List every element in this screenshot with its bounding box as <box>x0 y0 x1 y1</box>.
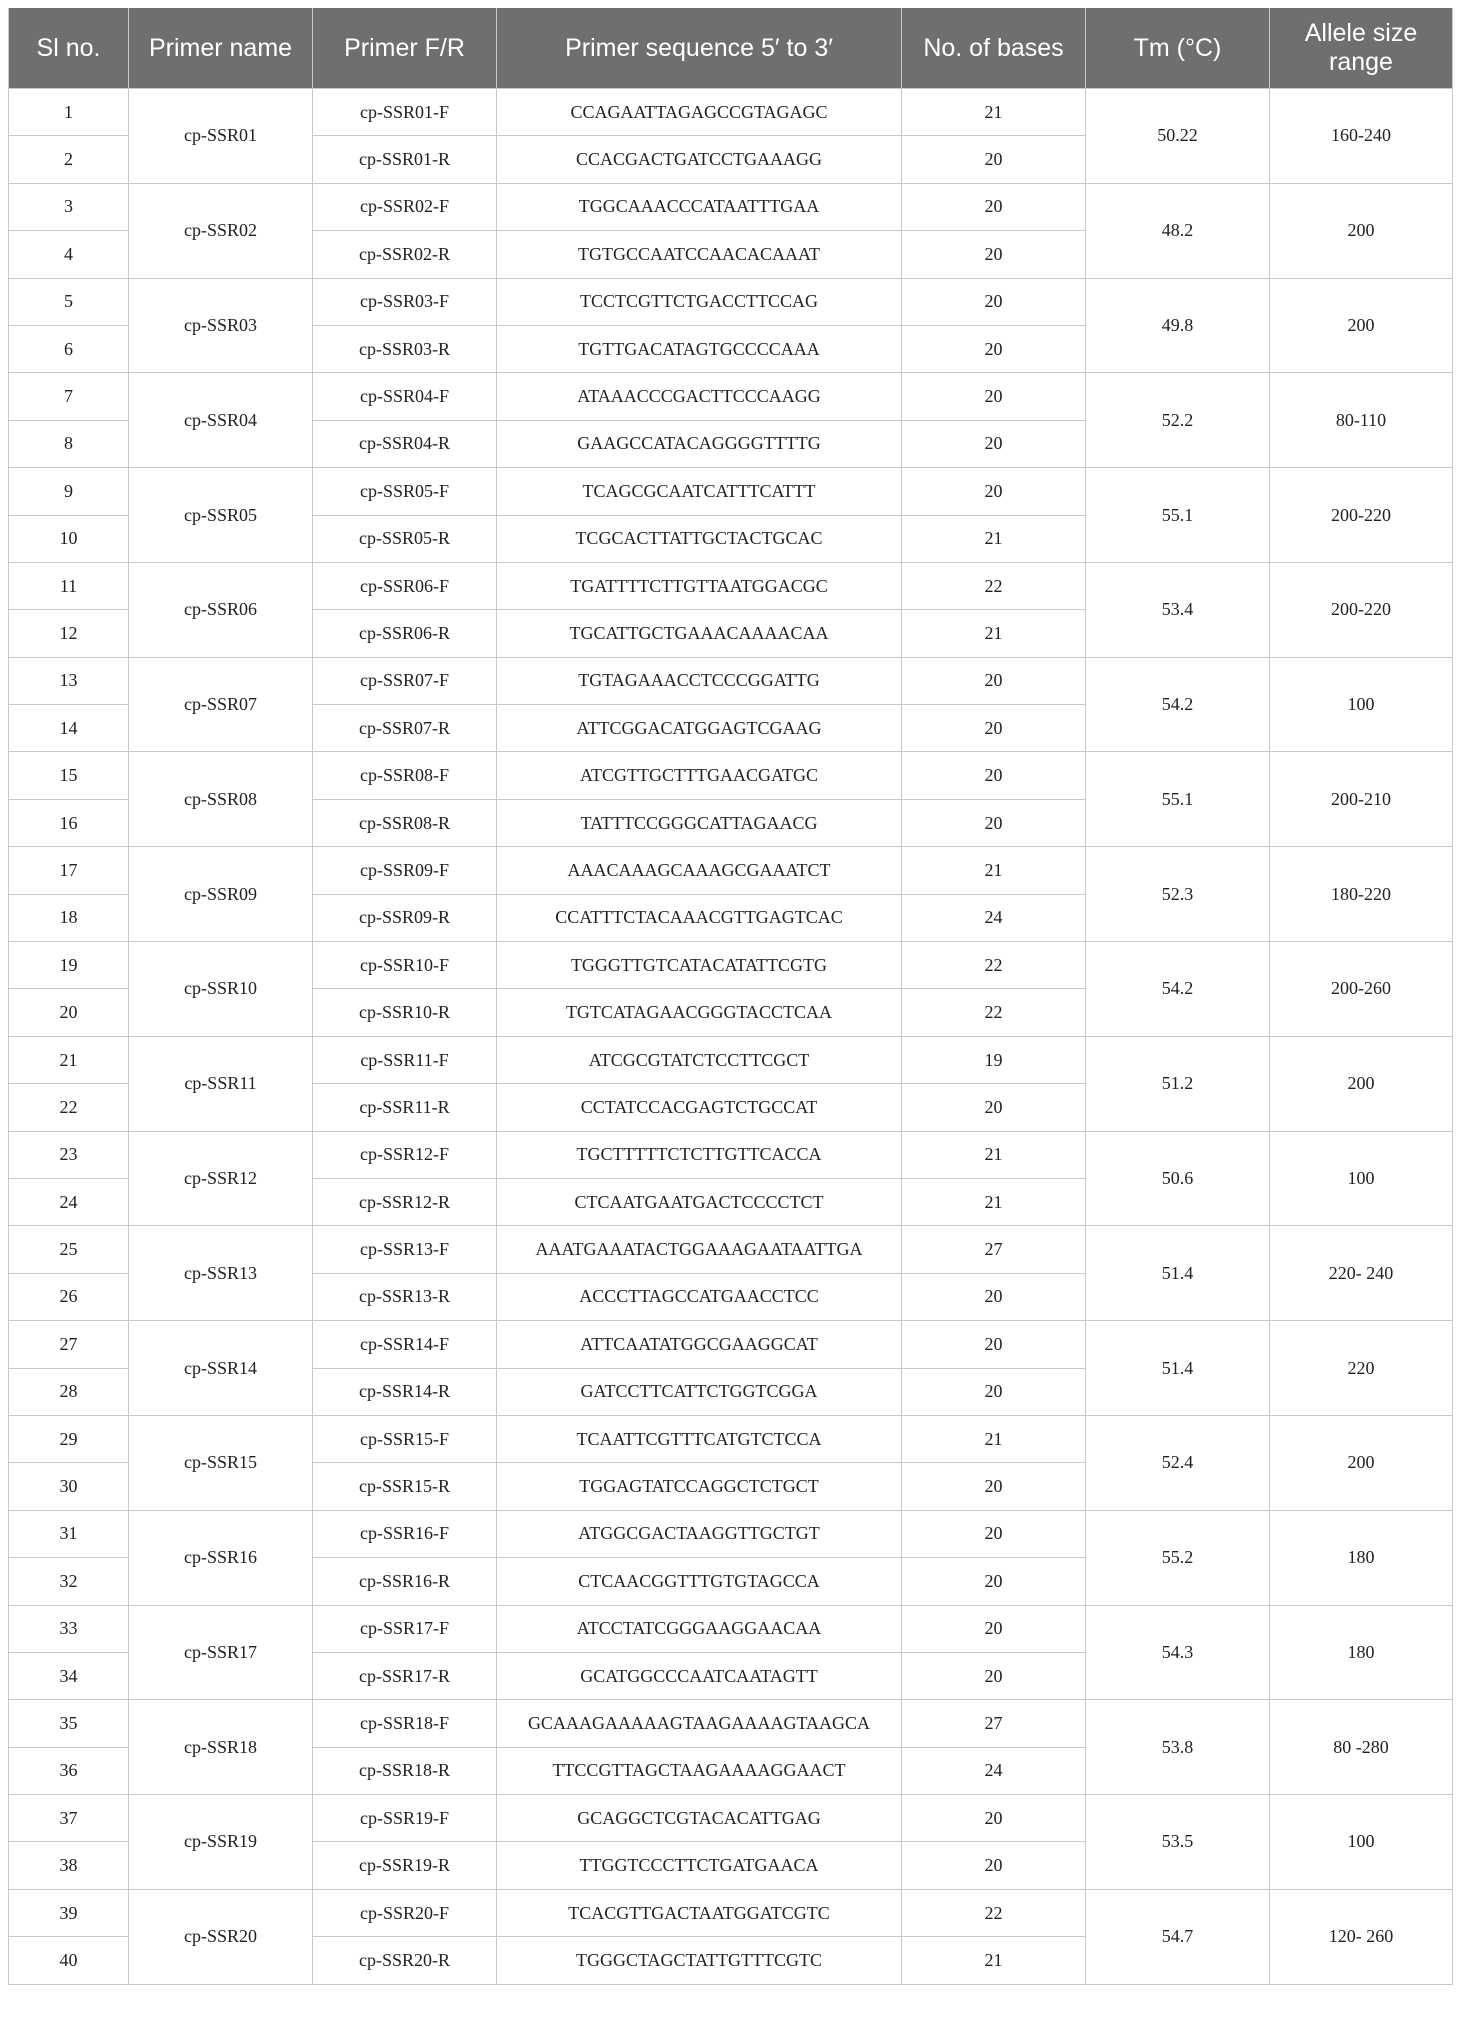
sl-no-cell: 24 <box>9 1178 129 1225</box>
bases-cell: 20 <box>902 705 1086 752</box>
header-no-of-bases: No. of bases <box>902 8 1086 89</box>
primer-fr-cell: cp-SSR15-F <box>313 1415 497 1462</box>
primer-sequence-cell: CTCAATGAATGACTCCCCTCT <box>497 1178 902 1225</box>
tm-cell: 50.22 <box>1086 89 1270 184</box>
bases-cell: 20 <box>902 657 1086 704</box>
bases-cell: 20 <box>902 1084 1086 1131</box>
primer-fr-cell: cp-SSR11-R <box>313 1084 497 1131</box>
sl-no-cell: 2 <box>9 136 129 183</box>
table-row <box>9 1131 1453 1178</box>
primer-fr-cell: cp-SSR16-F <box>313 1510 497 1557</box>
tm-cell: 52.2 <box>1086 373 1270 468</box>
bases-cell: 21 <box>902 1178 1086 1225</box>
table-container <box>8 8 1452 1985</box>
primer-sequence-cell: CCACGACTGATCCTGAAAGG <box>497 136 902 183</box>
header-primer-fr: Primer F/R <box>313 8 497 89</box>
primer-sequence-cell: ATAAACCCGACTTCCCAAGG <box>497 373 902 420</box>
table-row <box>9 1321 1453 1368</box>
sl-no-cell: 4 <box>9 231 129 278</box>
primer-fr-cell: cp-SSR05-R <box>313 515 497 562</box>
primer-sequence-cell: ATTCAATATGGCGAAGGCAT <box>497 1321 902 1368</box>
sl-no-cell: 18 <box>9 894 129 941</box>
tm-cell: 51.4 <box>1086 1321 1270 1416</box>
table-row <box>9 1036 1453 1083</box>
tm-cell: 54.7 <box>1086 1889 1270 1984</box>
table-row <box>9 752 1453 799</box>
primer-fr-cell: cp-SSR14-R <box>313 1368 497 1415</box>
header-tm: Tm (°C) <box>1086 8 1270 89</box>
primer-name-cell: cp-SSR03 <box>129 278 313 373</box>
primer-sequence-cell: TCACGTTGACTAATGGATCGTC <box>497 1889 902 1936</box>
bases-cell: 27 <box>902 1226 1086 1273</box>
allele-size-cell: 180-220 <box>1270 847 1453 942</box>
bases-cell: 21 <box>902 1937 1086 1984</box>
primer-fr-cell: cp-SSR10-R <box>313 989 497 1036</box>
bases-cell: 21 <box>902 89 1086 136</box>
allele-size-cell: 200 <box>1270 183 1453 278</box>
sl-no-cell: 21 <box>9 1036 129 1083</box>
sl-no-cell: 28 <box>9 1368 129 1415</box>
primer-sequence-cell: TGGCAAACCCATAATTTGAA <box>497 183 902 230</box>
primer-fr-cell: cp-SSR08-F <box>313 752 497 799</box>
allele-size-cell: 200 <box>1270 1415 1453 1510</box>
table-row <box>9 89 1453 136</box>
bases-cell: 21 <box>902 610 1086 657</box>
sl-no-cell: 9 <box>9 468 129 515</box>
bases-cell: 20 <box>902 136 1086 183</box>
primer-name-cell: cp-SSR14 <box>129 1321 313 1416</box>
table-row <box>9 847 1453 894</box>
primer-name-cell: cp-SSR13 <box>129 1226 313 1321</box>
primer-fr-cell: cp-SSR02-F <box>313 183 497 230</box>
tm-cell: 53.5 <box>1086 1795 1270 1890</box>
bases-cell: 22 <box>902 989 1086 1036</box>
sl-no-cell: 32 <box>9 1558 129 1605</box>
allele-size-cell: 200 <box>1270 278 1453 373</box>
sl-no-cell: 13 <box>9 657 129 704</box>
primer-sequence-cell: CCAGAATTAGAGCCGTAGAGC <box>497 89 902 136</box>
bases-cell: 20 <box>902 325 1086 372</box>
primer-sequence-cell: TTCCGTTAGCTAAGAAAAGGAACT <box>497 1747 902 1794</box>
sl-no-cell: 23 <box>9 1131 129 1178</box>
tm-cell: 55.1 <box>1086 468 1270 563</box>
bases-cell: 19 <box>902 1036 1086 1083</box>
primer-sequence-cell: TGCATTGCTGAAACAAAACAA <box>497 610 902 657</box>
primer-sequence-cell: ATTCGGACATGGAGTCGAAG <box>497 705 902 752</box>
primer-name-cell: cp-SSR10 <box>129 942 313 1037</box>
table-row <box>9 183 1453 230</box>
primer-sequence-cell: TGGGTTGTCATACATATTCGTG <box>497 942 902 989</box>
primer-sequence-cell: TGTCATAGAACGGGTACCTCAA <box>497 989 902 1036</box>
primer-name-cell: cp-SSR08 <box>129 752 313 847</box>
primer-name-cell: cp-SSR15 <box>129 1415 313 1510</box>
primer-fr-cell: cp-SSR06-R <box>313 610 497 657</box>
sl-no-cell: 37 <box>9 1795 129 1842</box>
table-row <box>9 1415 1453 1462</box>
allele-size-cell: 180 <box>1270 1605 1453 1700</box>
primer-fr-cell: cp-SSR01-F <box>313 89 497 136</box>
primer-name-cell: cp-SSR19 <box>129 1795 313 1890</box>
tm-cell: 53.8 <box>1086 1700 1270 1795</box>
primer-name-cell: cp-SSR20 <box>129 1889 313 1984</box>
primer-fr-cell: cp-SSR19-F <box>313 1795 497 1842</box>
bases-cell: 20 <box>902 1321 1086 1368</box>
bases-cell: 20 <box>902 1795 1086 1842</box>
allele-size-cell: 120- 260 <box>1270 1889 1453 1984</box>
sl-no-cell: 3 <box>9 183 129 230</box>
sl-no-cell: 35 <box>9 1700 129 1747</box>
primer-fr-cell: cp-SSR03-R <box>313 325 497 372</box>
primer-fr-cell: cp-SSR07-F <box>313 657 497 704</box>
primer-fr-cell: cp-SSR18-R <box>313 1747 497 1794</box>
primer-table <box>8 8 1453 1985</box>
tm-cell: 53.4 <box>1086 562 1270 657</box>
allele-size-cell: 200-260 <box>1270 942 1453 1037</box>
bases-cell: 20 <box>902 183 1086 230</box>
sl-no-cell: 30 <box>9 1463 129 1510</box>
sl-no-cell: 10 <box>9 515 129 562</box>
primer-sequence-cell: ATCCTATCGGGAAGGAACAA <box>497 1605 902 1652</box>
primer-sequence-cell: TGGGCTAGCTATTGTTTCGTC <box>497 1937 902 1984</box>
sl-no-cell: 25 <box>9 1226 129 1273</box>
sl-no-cell: 40 <box>9 1937 129 1984</box>
sl-no-cell: 26 <box>9 1273 129 1320</box>
primer-sequence-cell: ATGGCGACTAAGGTTGCTGT <box>497 1510 902 1557</box>
allele-size-cell: 200-220 <box>1270 562 1453 657</box>
primer-fr-cell: cp-SSR14-F <box>313 1321 497 1368</box>
sl-no-cell: 31 <box>9 1510 129 1557</box>
primer-sequence-cell: GCAGGCTCGTACACATTGAG <box>497 1795 902 1842</box>
sl-no-cell: 20 <box>9 989 129 1036</box>
primer-fr-cell: cp-SSR20-R <box>313 1937 497 1984</box>
sl-no-cell: 33 <box>9 1605 129 1652</box>
tm-cell: 55.1 <box>1086 752 1270 847</box>
bases-cell: 20 <box>902 373 1086 420</box>
primer-fr-cell: cp-SSR05-F <box>313 468 497 515</box>
bases-cell: 20 <box>902 752 1086 799</box>
primer-name-cell: cp-SSR06 <box>129 562 313 657</box>
bases-cell: 20 <box>902 1652 1086 1699</box>
primer-name-cell: cp-SSR01 <box>129 89 313 184</box>
bases-cell: 20 <box>902 278 1086 325</box>
primer-fr-cell: cp-SSR13-F <box>313 1226 497 1273</box>
primer-fr-cell: cp-SSR08-R <box>313 799 497 846</box>
header-primer-name: Primer name <box>129 8 313 89</box>
allele-size-cell: 160-240 <box>1270 89 1453 184</box>
tm-cell: 51.4 <box>1086 1226 1270 1321</box>
table-row <box>9 1226 1453 1273</box>
primer-sequence-cell: TGTAGAAACCTCCCGGATTG <box>497 657 902 704</box>
table-row <box>9 1889 1453 1936</box>
bases-cell: 20 <box>902 1605 1086 1652</box>
sl-no-cell: 1 <box>9 89 129 136</box>
allele-size-cell: 100 <box>1270 657 1453 752</box>
sl-no-cell: 14 <box>9 705 129 752</box>
primer-fr-cell: cp-SSR18-F <box>313 1700 497 1747</box>
primer-sequence-cell: GCATGGCCCAATCAATAGTT <box>497 1652 902 1699</box>
primer-fr-cell: cp-SSR06-F <box>313 562 497 609</box>
primer-fr-cell: cp-SSR10-F <box>313 942 497 989</box>
allele-size-cell: 220- 240 <box>1270 1226 1453 1321</box>
header-allele-size-range: Allele size range <box>1270 8 1453 89</box>
primer-name-cell: cp-SSR11 <box>129 1036 313 1131</box>
primer-fr-cell: cp-SSR03-F <box>313 278 497 325</box>
primer-name-cell: cp-SSR16 <box>129 1510 313 1605</box>
primer-fr-cell: cp-SSR09-R <box>313 894 497 941</box>
primer-sequence-cell: TCAATTCGTTTCATGTCTCCA <box>497 1415 902 1462</box>
allele-size-cell: 80 -280 <box>1270 1700 1453 1795</box>
sl-no-cell: 12 <box>9 610 129 657</box>
sl-no-cell: 27 <box>9 1321 129 1368</box>
table-row <box>9 468 1453 515</box>
sl-no-cell: 15 <box>9 752 129 799</box>
sl-no-cell: 16 <box>9 799 129 846</box>
sl-no-cell: 39 <box>9 1889 129 1936</box>
bases-cell: 20 <box>902 468 1086 515</box>
primer-sequence-cell: TGTGCCAATCCAACACAAAT <box>497 231 902 278</box>
primer-fr-cell: cp-SSR20-F <box>313 1889 497 1936</box>
tm-cell: 52.4 <box>1086 1415 1270 1510</box>
allele-size-cell: 80-110 <box>1270 373 1453 468</box>
bases-cell: 20 <box>902 420 1086 467</box>
primer-fr-cell: cp-SSR19-R <box>313 1842 497 1889</box>
primer-fr-cell: cp-SSR17-F <box>313 1605 497 1652</box>
primer-sequence-cell: TGTTGACATAGTGCCCCAAA <box>497 325 902 372</box>
sl-no-cell: 29 <box>9 1415 129 1462</box>
primer-sequence-cell: ATCGTTGCTTTGAACGATGC <box>497 752 902 799</box>
primer-sequence-cell: ACCCTTAGCCATGAACCTCC <box>497 1273 902 1320</box>
primer-name-cell: cp-SSR09 <box>129 847 313 942</box>
primer-sequence-cell: TCCTCGTTCTGACCTTCCAG <box>497 278 902 325</box>
allele-size-cell: 200-210 <box>1270 752 1453 847</box>
bases-cell: 22 <box>902 1889 1086 1936</box>
primer-fr-cell: cp-SSR07-R <box>313 705 497 752</box>
allele-size-cell: 200-220 <box>1270 468 1453 563</box>
bases-cell: 20 <box>902 1368 1086 1415</box>
sl-no-cell: 5 <box>9 278 129 325</box>
primer-sequence-cell: TATTTCCGGGCATTAGAACG <box>497 799 902 846</box>
tm-cell: 49.8 <box>1086 278 1270 373</box>
bases-cell: 20 <box>902 1842 1086 1889</box>
primer-fr-cell: cp-SSR12-F <box>313 1131 497 1178</box>
tm-cell: 50.6 <box>1086 1131 1270 1226</box>
sl-no-cell: 38 <box>9 1842 129 1889</box>
table-row <box>9 1700 1453 1747</box>
tm-cell: 54.2 <box>1086 942 1270 1037</box>
primer-sequence-cell: CCTATCCACGAGTCTGCCAT <box>497 1084 902 1131</box>
primer-sequence-cell: ATCGCGTATCTCCTTCGCT <box>497 1036 902 1083</box>
header-sl-no: Sl no. <box>9 8 129 89</box>
sl-no-cell: 22 <box>9 1084 129 1131</box>
bases-cell: 20 <box>902 1558 1086 1605</box>
primer-name-cell: cp-SSR17 <box>129 1605 313 1700</box>
table-row <box>9 278 1453 325</box>
tm-cell: 55.2 <box>1086 1510 1270 1605</box>
primer-sequence-cell: TGCTTTTTCTCTTGTTCACCA <box>497 1131 902 1178</box>
table-row <box>9 657 1453 704</box>
bases-cell: 22 <box>902 562 1086 609</box>
bases-cell: 27 <box>902 1700 1086 1747</box>
primer-name-cell: cp-SSR18 <box>129 1700 313 1795</box>
primer-sequence-cell: TCAGCGCAATCATTTCATTT <box>497 468 902 515</box>
table-row <box>9 562 1453 609</box>
primer-sequence-cell: GAAGCCATACAGGGGTTTTG <box>497 420 902 467</box>
table-row <box>9 1795 1453 1842</box>
bases-cell: 21 <box>902 515 1086 562</box>
primer-fr-cell: cp-SSR04-F <box>313 373 497 420</box>
primer-name-cell: cp-SSR02 <box>129 183 313 278</box>
sl-no-cell: 17 <box>9 847 129 894</box>
sl-no-cell: 11 <box>9 562 129 609</box>
primer-name-cell: cp-SSR05 <box>129 468 313 563</box>
bases-cell: 20 <box>902 1510 1086 1557</box>
table-row <box>9 373 1453 420</box>
bases-cell: 21 <box>902 847 1086 894</box>
allele-size-cell: 100 <box>1270 1131 1453 1226</box>
primer-sequence-cell: GCAAAGAAAAAGTAAGAAAAGTAAGCA <box>497 1700 902 1747</box>
bases-cell: 20 <box>902 1273 1086 1320</box>
primer-sequence-cell: GATCCTTCATTCTGGTCGGA <box>497 1368 902 1415</box>
primer-name-cell: cp-SSR07 <box>129 657 313 752</box>
primer-fr-cell: cp-SSR17-R <box>313 1652 497 1699</box>
sl-no-cell: 7 <box>9 373 129 420</box>
primer-name-cell: cp-SSR04 <box>129 373 313 468</box>
allele-size-cell: 180 <box>1270 1510 1453 1605</box>
bases-cell: 20 <box>902 799 1086 846</box>
sl-no-cell: 19 <box>9 942 129 989</box>
tm-cell: 54.3 <box>1086 1605 1270 1700</box>
table-row <box>9 1510 1453 1557</box>
primer-sequence-cell: CTCAACGGTTTGTGTAGCCA <box>497 1558 902 1605</box>
primer-fr-cell: cp-SSR15-R <box>313 1463 497 1510</box>
sl-no-cell: 36 <box>9 1747 129 1794</box>
primer-fr-cell: cp-SSR02-R <box>313 231 497 278</box>
sl-no-cell: 6 <box>9 325 129 372</box>
bases-cell: 22 <box>902 942 1086 989</box>
primer-name-cell: cp-SSR12 <box>129 1131 313 1226</box>
primer-fr-cell: cp-SSR16-R <box>313 1558 497 1605</box>
bases-cell: 24 <box>902 1747 1086 1794</box>
primer-sequence-cell: TGATTTTCTTGTTAATGGACGC <box>497 562 902 609</box>
allele-size-cell: 100 <box>1270 1795 1453 1890</box>
bases-cell: 21 <box>902 1131 1086 1178</box>
primer-fr-cell: cp-SSR01-R <box>313 136 497 183</box>
bases-cell: 20 <box>902 231 1086 278</box>
sl-no-cell: 34 <box>9 1652 129 1699</box>
bases-cell: 21 <box>902 1415 1086 1462</box>
primer-fr-cell: cp-SSR11-F <box>313 1036 497 1083</box>
tm-cell: 54.2 <box>1086 657 1270 752</box>
table-body <box>9 89 1453 1985</box>
bases-cell: 24 <box>902 894 1086 941</box>
header-primer-sequence: Primer sequence 5′ to 3′ <box>497 8 902 89</box>
allele-size-cell: 220 <box>1270 1321 1453 1416</box>
primer-sequence-cell: CCATTTCTACAAACGTTGAGTCAC <box>497 894 902 941</box>
primer-sequence-cell: AAATGAAATACTGGAAAGAATAATTGA <box>497 1226 902 1273</box>
tm-cell: 52.3 <box>1086 847 1270 942</box>
tm-cell: 48.2 <box>1086 183 1270 278</box>
primer-sequence-cell: TTGGTCCCTTCTGATGAACA <box>497 1842 902 1889</box>
primer-sequence-cell: AAACAAAGCAAAGCGAAATCT <box>497 847 902 894</box>
primer-sequence-cell: TCGCACTTATTGCTACTGCAC <box>497 515 902 562</box>
table-row <box>9 1605 1453 1652</box>
header-row <box>9 8 1453 89</box>
primer-fr-cell: cp-SSR12-R <box>313 1178 497 1225</box>
tm-cell: 51.2 <box>1086 1036 1270 1131</box>
sl-no-cell: 8 <box>9 420 129 467</box>
primer-fr-cell: cp-SSR04-R <box>313 420 497 467</box>
table-row <box>9 942 1453 989</box>
allele-size-cell: 200 <box>1270 1036 1453 1131</box>
primer-sequence-cell: TGGAGTATCCAGGCTCTGCT <box>497 1463 902 1510</box>
primer-fr-cell: cp-SSR13-R <box>313 1273 497 1320</box>
bases-cell: 20 <box>902 1463 1086 1510</box>
primer-fr-cell: cp-SSR09-F <box>313 847 497 894</box>
